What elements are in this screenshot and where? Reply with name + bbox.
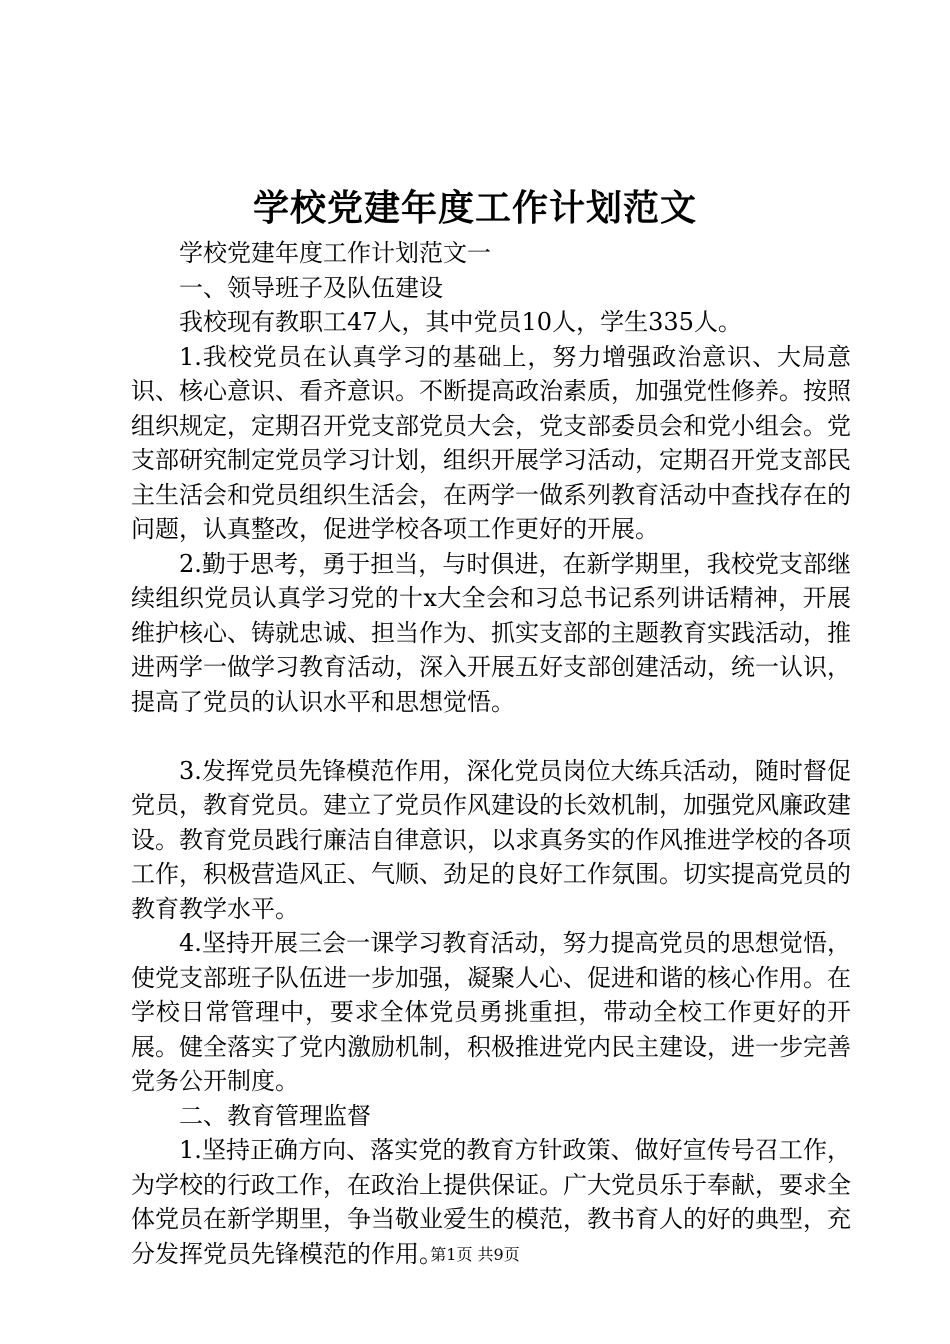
item-2-paragraph: 2.勤于思考，勇于担当，与时俱进，在新学期里，我校党支部继续组织党员认真学习党的十x大全会和习总书记系列讲话精神，开展维护核心、铸就忠诚、担当作为、抓实支部的主题教育实践活动，推进两学一做学习教育活动，深入开展五好支部创建活动，统一认识，提高了党员的认识水平和思想觉悟。 [131,549,851,716]
page-footer: 第1页 共9页 [430,1245,520,1264]
document-title: 学校党建年度工作计划范文 [252,187,697,229]
blank-line [131,719,851,754]
item-4-paragraph: 4.坚持开展三会一课学习教育活动，努力提高党员的思想觉悟，使党支部班子队伍进一步加强，凝聚人心、促进和谐的核心作用。在学校日常管理中，要求全体党员勇挑重担，带动全校工作更好的开展。健全落实了党内激励机制，积极推进党内民主建设，进一步完善党务公开制度。 [131,929,851,1095]
section-heading-1: 一、领导班子及队伍建设 [179,273,443,302]
section-heading-2: 二、教育管理监督 [179,1101,371,1130]
document-body [131,236,851,1271]
staff-count-paragraph: 我校现有教职工47人，其中党员10人，学生335人。 [179,308,742,336]
section-2-item-1-paragraph: 1.坚持正确方向、落实党的教育方针政策、做好宣传号召工作，为学校的行政工作，在政治上提供保证。广大党员乐于奉献，要求全体党员在新学期里，争当敬业爱生的模范，教书育人的好的典型，充分发挥党员先锋模范的作用。 [131,1136,851,1268]
item-1-paragraph: 1.我校党员在认真学习的基础上，努力增强政治意识、大局意识、核心意识、看齐意识。不断提高政治素质，加强党性修养。按照组织规定，定期召开党支部党员大会，党支部委员会和党小组会。党支部研究制定党员学习计划，组织开展学习活动，定期召开党支部民主生活会和党员组织生活会，在两学一做系列教育活动中查找存在的问题，认真整改，促进学校各项工作更好的开展。 [131,342,851,543]
subtitle-paragraph: 学校党建年度工作计划范文一 [179,239,491,267]
item-3-paragraph: 3.发挥党员先锋模范作用，深化党员岗位大练兵活动，随时督促党员，教育党员。建立了党员作风建设的长效机制，加强党风廉政建设。教育党员践行廉洁自律意识，以求真务实的作风推进学校的各项工作，积极营造风正、气顺、劲足的良好工作氛围。切实提高党员的教育教学水平。 [131,756,851,923]
